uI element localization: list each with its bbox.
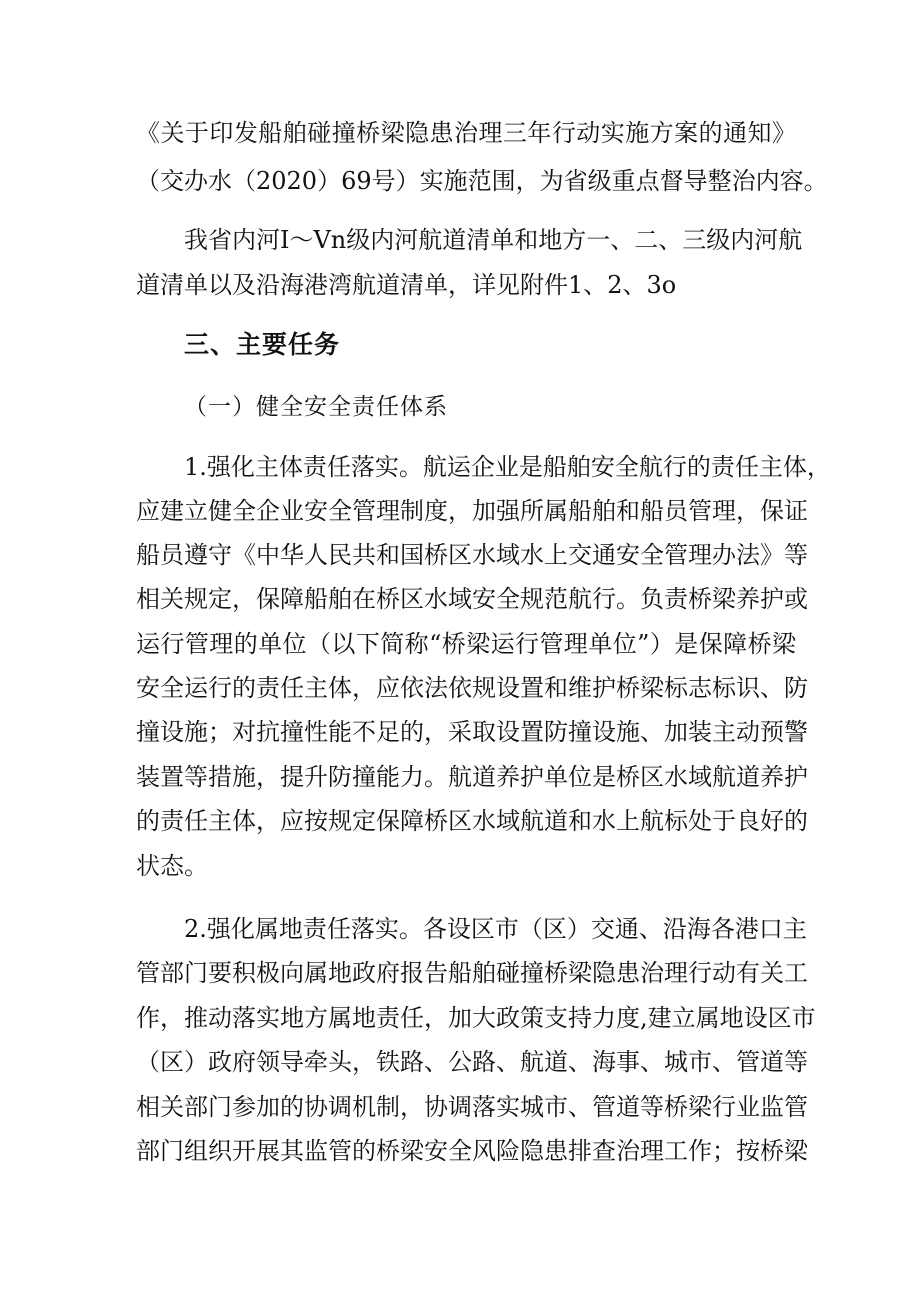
paragraph-line: （区）政府领导牵头，铁路、公路、航道、海事、城市、管道等 (136, 1048, 808, 1076)
paragraph-line: 管部门要积极向属地政府报告船舶碰撞桥梁隐患治理行动有关工 (136, 959, 808, 987)
paragraph-line: 相关规定，保障船舶在桥区水域安全规范航行。负责桥梁养护或 (136, 585, 808, 613)
paragraph-line: 道清单以及沿海港湾航道清单，详见附件1、2、3o (136, 271, 677, 299)
section-heading: 三、主要任务 (184, 330, 341, 359)
paragraph-line: 应建立健全企业安全管理制度，加强所属船舶和船员管理，保证 (136, 497, 808, 525)
paragraph-line: （交办水（2020）69号）实施范围，为省级重点督导整治内容。 (136, 167, 828, 195)
paragraph-line: 相关部门参加的协调机制，协调落实城市、管道等桥梁行业监管 (136, 1093, 808, 1121)
paragraph-line: 撞设施；对抗撞性能不足的，采取设置防撞设施、加装主动预警 (136, 718, 808, 746)
paragraph-line: 运行管理的单位（以下简称“桥梁运行管理单位”）是保障桥梁 (136, 630, 796, 658)
paragraph-line: 船员遵守《中华人民共和国桥区水域水上交通安全管理办法》等 (136, 541, 808, 569)
paragraph-line: 2.强化属地责任落实。各设区市（区）交通、沿海各港口主 (184, 915, 807, 943)
subsection-heading: （一）健全安全责任体系 (184, 394, 448, 420)
paragraph-line: 装置等措施，提升防撞能力。航道养护单位是桥区水域航道养护 (136, 763, 808, 791)
paragraph-line: 状态。 (136, 852, 208, 880)
paragraph-line: 1.强化主体责任落实。航运企业是船舶安全航行的责任主体， (184, 453, 831, 481)
paragraph-line: 部门组织开展其监管的桥梁安全风险隐患排查治理工作；按桥梁 (136, 1137, 808, 1165)
paragraph-line: 的责任主体，应按规定保障桥区水域航道和水上航标处于良好的 (136, 807, 808, 835)
paragraph-line: 《关于印发船舶碰撞桥梁隐患治理三年行动实施方案的通知》 (136, 119, 796, 147)
paragraph-line: 作，推动落实地方属地责任，加大政策支持力度,建立属地设区市 (136, 1004, 816, 1032)
paragraph-line: 我省内河Ⅰ～Vn级内河航道清单和地方一、二、三级内河航 (184, 226, 803, 254)
paragraph-line: 安全运行的责任主体，应依法依规设置和维护桥梁标志标识、防 (136, 674, 808, 702)
